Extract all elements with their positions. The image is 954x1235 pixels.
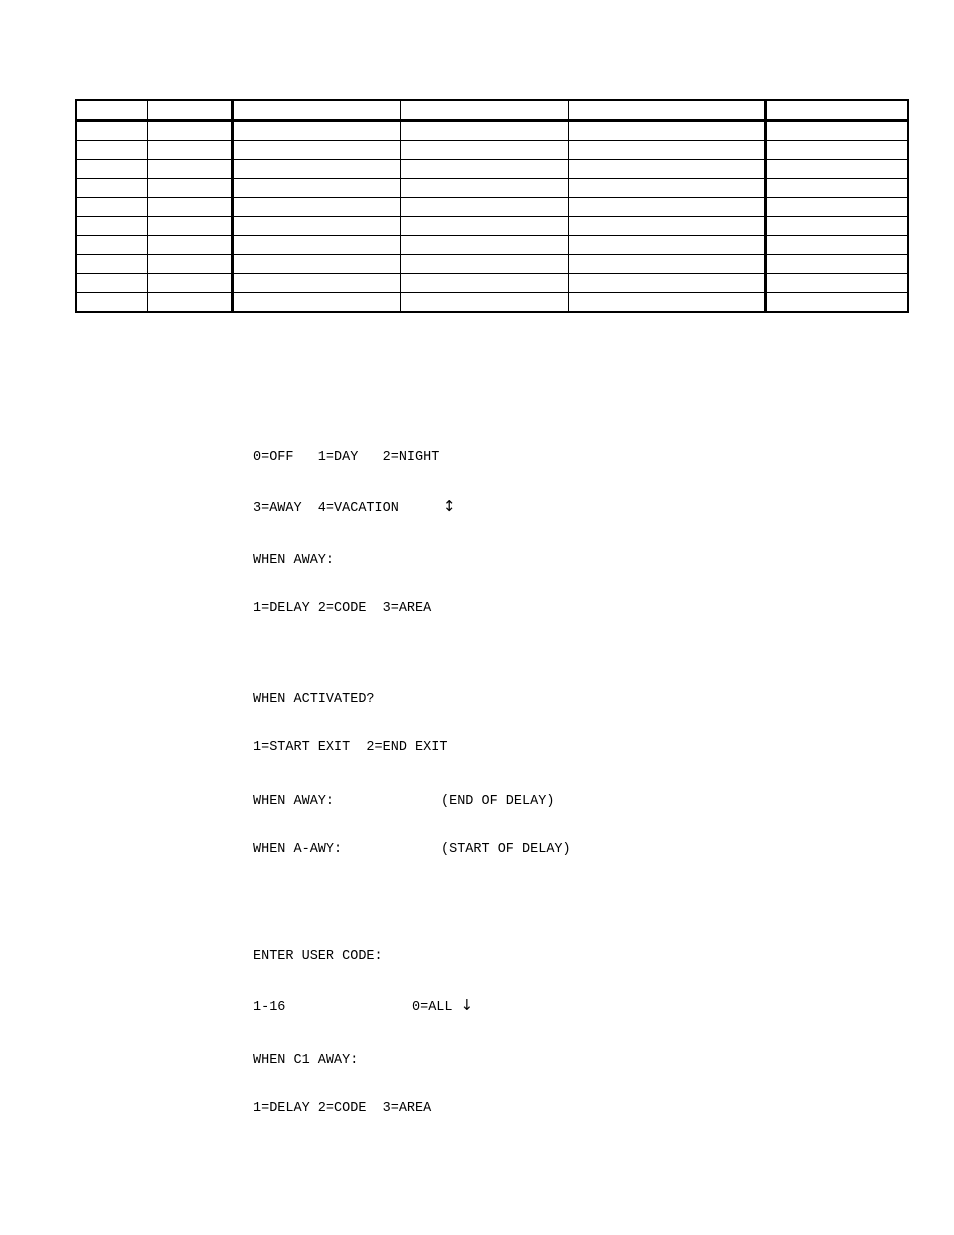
table-row [76, 274, 908, 293]
table-cell [232, 217, 400, 236]
table-cell [568, 160, 765, 179]
away-delay-line2-label: WHEN A-AWY: [253, 842, 343, 857]
table-cell [232, 274, 400, 293]
table-cell [765, 179, 908, 198]
table-cell [400, 255, 568, 274]
table-row [76, 179, 908, 198]
table-cell [76, 141, 147, 160]
table-cell [400, 121, 568, 141]
table-cell [147, 198, 232, 217]
user-code-prompt [253, 917, 473, 1029]
when-activated-line1: WHEN ACTIVATED? [253, 692, 375, 707]
user-code-all: 0=ALL [412, 1000, 453, 1015]
table-cell [765, 141, 908, 160]
when-c1-away-prompt [253, 1021, 431, 1133]
table-cell [400, 293, 568, 313]
table-cell [765, 217, 908, 236]
table-cell [765, 100, 908, 121]
table-cell [76, 121, 147, 141]
when-activated-prompt [253, 660, 447, 772]
table-cell [568, 141, 765, 160]
table-cell [568, 293, 765, 313]
table-row [76, 293, 908, 313]
table-cell [568, 121, 765, 141]
table-cell [568, 100, 765, 121]
table-row [76, 236, 908, 255]
table-cell [147, 141, 232, 160]
programming-worksheet-table [75, 99, 909, 313]
table-cell [232, 255, 400, 274]
table-cell [568, 274, 765, 293]
table-cell [400, 100, 568, 121]
when-c1-away-line2: 1=DELAY 2=CODE 3=AREA [253, 1101, 432, 1116]
when-away-line1: WHEN AWAY: [253, 553, 335, 568]
worksheet-table-body [76, 100, 908, 312]
table-cell [232, 236, 400, 255]
mode-select-line1: 0=OFF 1=DAY 2=NIGHT [253, 450, 440, 465]
table-cell [147, 255, 232, 274]
table-header-row [76, 100, 908, 121]
table-row [76, 255, 908, 274]
table-cell [76, 255, 147, 274]
user-code-range: 1-16 [253, 1000, 286, 1015]
user-code-line1: ENTER USER CODE: [253, 949, 383, 964]
table-cell [232, 141, 400, 160]
table-cell [400, 217, 568, 236]
table-cell [765, 160, 908, 179]
table-cell [232, 160, 400, 179]
table-cell [232, 179, 400, 198]
away-delay-line2-note: (START OF DELAY) [441, 842, 571, 857]
away-delay-line1-note: (END OF DELAY) [441, 794, 555, 809]
table-row [76, 217, 908, 236]
table-row [76, 121, 908, 141]
table-cell [765, 255, 908, 274]
table-cell [400, 160, 568, 179]
table-cell [76, 236, 147, 255]
table-row [76, 141, 908, 160]
table-cell [765, 293, 908, 313]
table-cell [232, 293, 400, 313]
table-cell [400, 141, 568, 160]
away-delay-prompt [253, 762, 571, 874]
table-cell [76, 160, 147, 179]
table-cell [147, 236, 232, 255]
table-cell [400, 236, 568, 255]
table-cell [147, 160, 232, 179]
table-cell [147, 179, 232, 198]
table-cell [232, 100, 400, 121]
table-cell [765, 198, 908, 217]
when-away-line2: 1=DELAY 2=CODE 3=AREA [253, 601, 432, 616]
table-cell [76, 179, 147, 198]
table-cell [76, 274, 147, 293]
table-cell [765, 121, 908, 141]
table-cell [568, 198, 765, 217]
table-cell [76, 100, 147, 121]
table-cell [568, 236, 765, 255]
mode-select-prompt [253, 418, 455, 530]
table-cell [147, 100, 232, 121]
table-row [76, 198, 908, 217]
table-cell [147, 274, 232, 293]
table-cell [568, 179, 765, 198]
table-cell [400, 198, 568, 217]
table-cell [568, 217, 765, 236]
down-arrow-icon: ↓ [460, 996, 474, 1014]
mode-select-line2: 3=AWAY 4=VACATION [253, 501, 399, 516]
when-away-prompt [253, 521, 431, 633]
table-cell [76, 198, 147, 217]
table-cell [765, 274, 908, 293]
table-cell [232, 198, 400, 217]
table-cell [147, 121, 232, 141]
table-cell [568, 255, 765, 274]
table-cell [400, 274, 568, 293]
table-cell [147, 217, 232, 236]
table-cell [147, 293, 232, 313]
up-down-arrow-icon: ↕ [442, 497, 456, 515]
table-cell [76, 293, 147, 313]
when-c1-away-line1: WHEN C1 AWAY: [253, 1053, 359, 1068]
away-delay-line1-label: WHEN AWAY: [253, 794, 335, 809]
table-cell [232, 121, 400, 141]
table-cell [76, 217, 147, 236]
table-row [76, 160, 908, 179]
when-activated-line2: 1=START EXIT 2=END EXIT [253, 740, 448, 755]
table-cell [400, 179, 568, 198]
table-cell [765, 236, 908, 255]
